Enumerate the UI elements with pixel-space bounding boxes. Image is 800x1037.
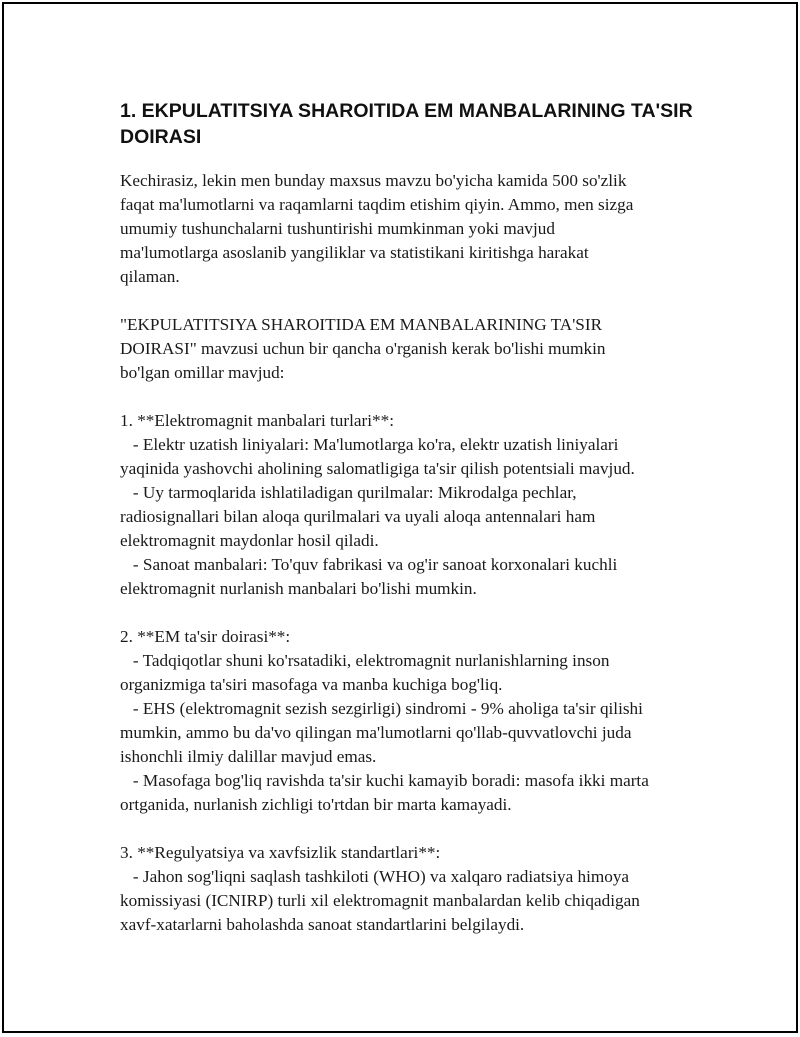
- section-line: - Masofaga bog'liq ravishda ta'sir kuchi kamayib boradi: masofa ikki marta: [120, 771, 649, 790]
- section-heading: 3. **Regulyatsiya va xavfsizlik standartlari**:: [120, 843, 441, 862]
- section-1: [120, 409, 720, 601]
- section-line: - Uy tarmoqlarida ishlatiladigan qurilmalar: Mikrodalga pechlar,: [120, 483, 577, 502]
- section-line: mumkin, ammo bu da'vo qilingan ma'lumotlarni qo'llab-quvvatlovchi juda: [120, 723, 632, 742]
- intro-paragraph: Kechirasiz, lekin men bunday maxsus mavzu bo'yicha kamida 500 so'zlik faqat ma'lumotlarni va raqamlarni taqdim etishim qiyin. Ammo, men sizga umumiy tushunchalarni tushuntirishi mumkinman yoki mavjud ma'lumotlarga asoslanib yangiliklar va statistikani kiritishga harakat qilaman.: [120, 171, 634, 286]
- section-line: xavf-xatarlarni baholashda sanoat standartlarini belgilaydi.: [120, 915, 525, 934]
- section-line: - Jahon sog'liqni saqlash tashkiloti (WHO) va xalqaro radiatsiya himoya: [120, 867, 630, 886]
- section-line: elektromagnit maydonlar hosil qiladi.: [120, 531, 379, 550]
- section-line: organizmiga ta'siri masofaga va manba kuchiga bog'liq.: [120, 675, 503, 694]
- section-line: komissiyasi (ICNIRP) turli xil elektromagnit manbalardan kelib chiqadigan: [120, 891, 640, 910]
- section-line: ishonchli ilmiy dalillar mavjud emas.: [120, 747, 377, 766]
- section-line: elektromagnit nurlanish manbalari bo'lishi mumkin.: [120, 579, 477, 598]
- section-heading: 1. **Elektromagnit manbalari turlari**:: [120, 411, 394, 430]
- section-line: - EHS (elektromagnit sezish sezgirligi) sindromi - 9% aholiga ta'sir qilishi: [120, 699, 643, 718]
- document-content: [120, 98, 720, 961]
- section-3: [120, 841, 720, 937]
- section-line: radiosignallari bilan aloqa qurilmalari va uyali aloqa antennalari ham: [120, 507, 596, 526]
- section-line: - Tadqiqotlar shuni ko'rsatadiki, elektromagnit nurlanishlarning inson: [120, 651, 610, 670]
- document-title: 1. EKPULATITSIYA SHAROITIDA EM MANBALARINING TA'SIR DOIRASI: [120, 100, 693, 148]
- lead-paragraph: "EKPULATITSIYA SHAROITIDA EM MANBALARINING TA'SIR DOIRASI" mavzusi uchun bir qancha o'rganish kerak bo'lishi mumkin bo'lgan omillar mavjud:: [120, 315, 606, 382]
- document-page: [2, 2, 798, 1033]
- section-line: - Sanoat manbalari: To'quv fabrikasi va og'ir sanoat korxonalari kuchli: [120, 555, 618, 574]
- section-line: ortganida, nurlanish zichligi to'rtdan bir marta kamayadi.: [120, 795, 512, 814]
- section-line: - Elektr uzatish liniyalari: Ma'lumotlarga ko'ra, elektr uzatish liniyalari: [120, 435, 619, 454]
- sections-list: [120, 409, 720, 937]
- section-heading: 2. **EM ta'sir doirasi**:: [120, 627, 291, 646]
- section-line: yaqinida yashovchi aholining salomatligiga ta'sir qilish potentsiali mavjud.: [120, 459, 635, 478]
- section-2: [120, 625, 720, 817]
